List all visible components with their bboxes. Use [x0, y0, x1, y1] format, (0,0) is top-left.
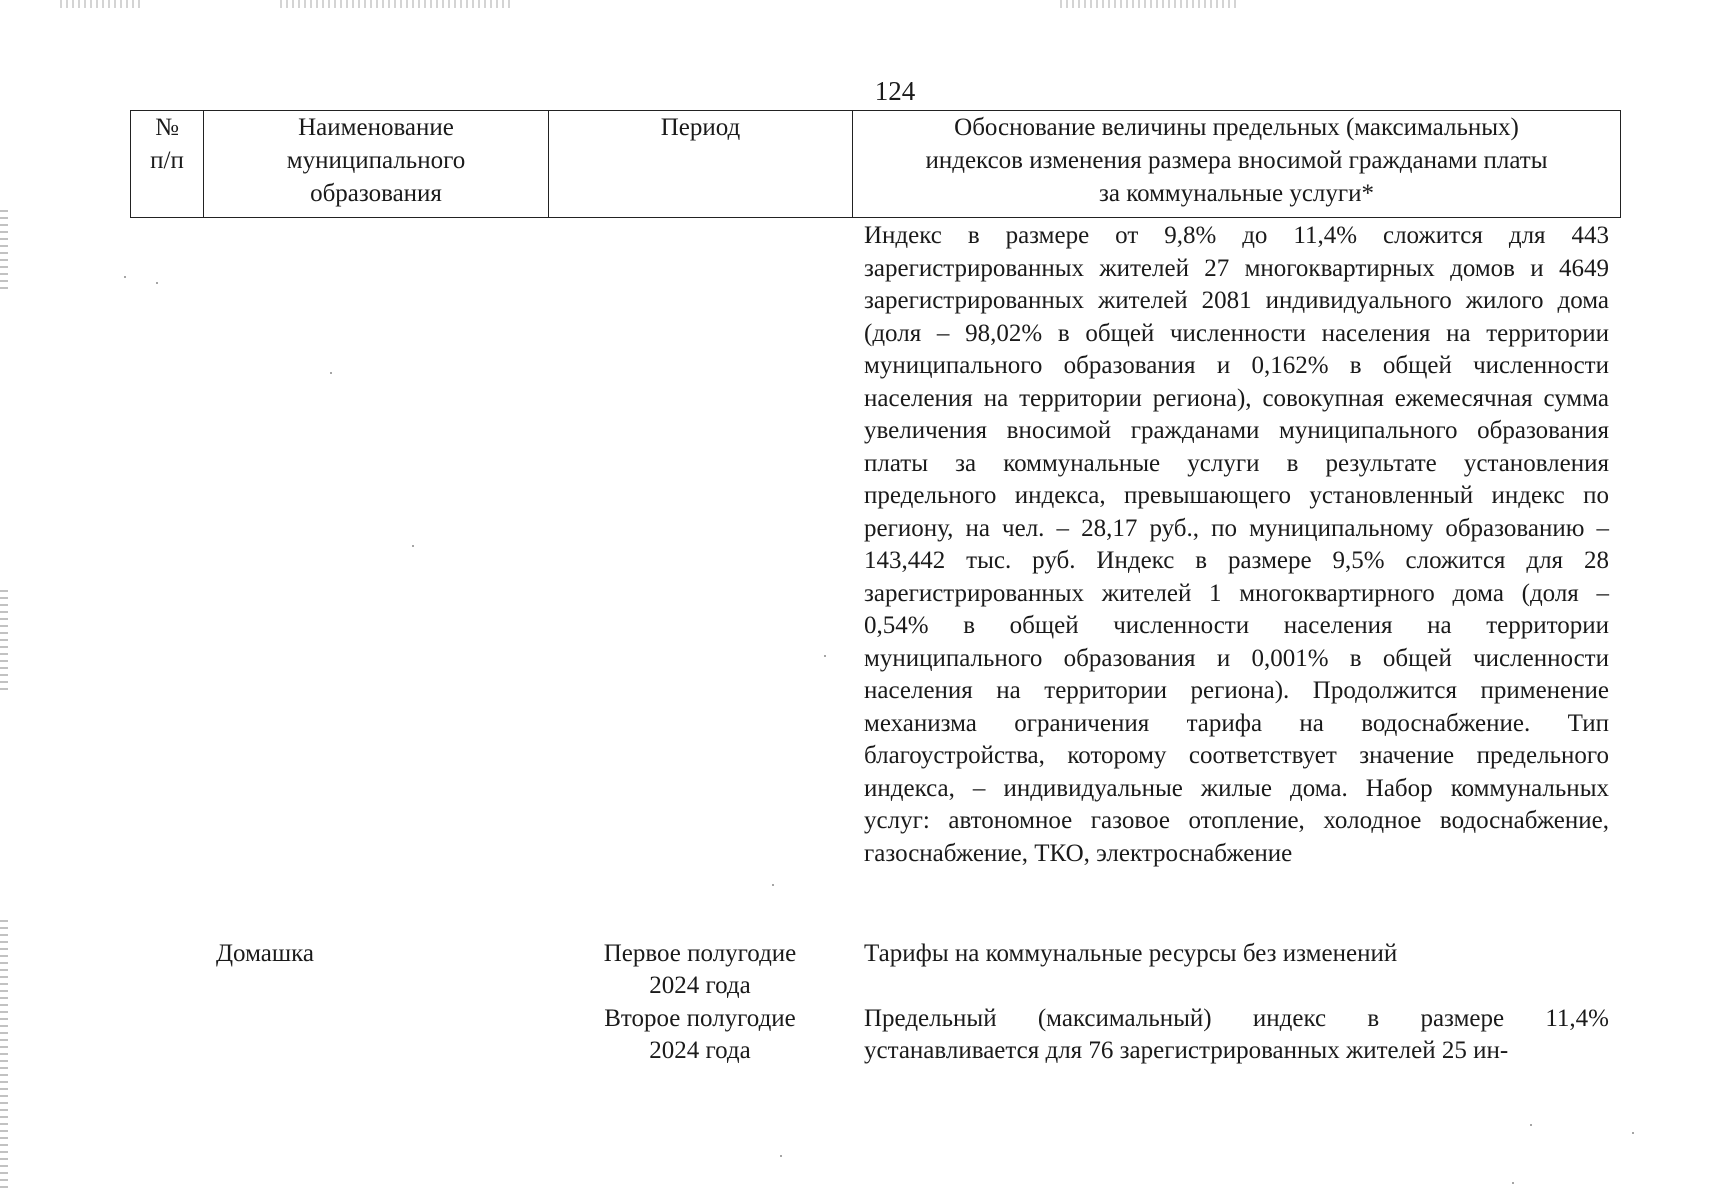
page-number: 124: [874, 76, 916, 106]
municipality-name: Домашка: [216, 940, 314, 967]
scan-noise-top-left: [60, 0, 140, 8]
scan-speck: [1512, 1182, 1514, 1184]
scan-speck: [1530, 1124, 1532, 1126]
scan-speck: [412, 545, 414, 547]
header-cell-period: Период: [549, 111, 853, 217]
scan-speck: [124, 276, 126, 278]
table-header: [130, 110, 1621, 218]
scan-speck: [330, 372, 332, 374]
period-second-half: Второе полугодие 2024 года: [604, 1005, 796, 1064]
scan-speck: [1632, 1132, 1634, 1134]
header-cell-number: № п/п: [131, 111, 204, 217]
scan-noise-top-right: [1060, 0, 1240, 8]
scan-noise-left-edge-2: [0, 590, 8, 690]
header-cell-municipality: Наименование муниципального образования: [204, 111, 549, 217]
scan-noise-left-edge-3: [0, 920, 8, 1190]
period-first-half: Первое полугодие 2024 года: [603, 940, 797, 999]
scan-speck: [156, 282, 158, 284]
scan-speck: [780, 1155, 782, 1157]
scan-speck: [824, 655, 826, 657]
scan-noise-left-edge-1: [0, 210, 8, 290]
justification-first-half: Тарифы на коммунальные ресурсы без изменений: [864, 940, 1398, 967]
justification-second-half: Предельный (максимальный) индекс в размере 11,4% устанавливается для 76 зарегистрированных жителей 25 ин-: [864, 1005, 1609, 1064]
header-cell-justification: Обоснование величины предельных (максимальных) индексов изменения размера вносимой гражданами платы за коммунальные услуги*: [925, 114, 1548, 207]
scan-noise-top-center: [280, 0, 510, 8]
scan-speck: [772, 884, 774, 886]
continued-justification-text: Индекс в размере от 9,8% до 11,4% сложится для 443 зарегистрированных жителей 27 многоквартирных домов и 4649 зарегистрированных жителей 2081 индивидуального жилого дома (доля – 98,02% в общей численности населения на территории муниципального образования и 0,162% в общей численности населения на территории региона), совокупная ежемесячная сумма увеличения вносимой гражданами муниципального образования платы за коммунальные услуги в результате установления предельного индекса, превышающего установленный индекс по региону, на чел. – 28,17 руб., по муниципальному образованию – 143,442 тыс. руб. Индекс в размере 9,5% сложится для 28 зарегистрированных жителей 1 многоквартирного дома (доля – 0,54% в общей численности населения на территории муниципального образования и 0,001% в общей численности населения на территории региона). Продолжится применение механизма ограничения тарифа на водоснабжение. Тип благоустройства, которому соответствует значение предельного индекса, – индивидуальные жилые дома. Набор коммунальных услуг: автономное газовое отопление, холодное водоснабжение, газоснабжение, ТКО, электроснабжение: [864, 222, 1609, 867]
